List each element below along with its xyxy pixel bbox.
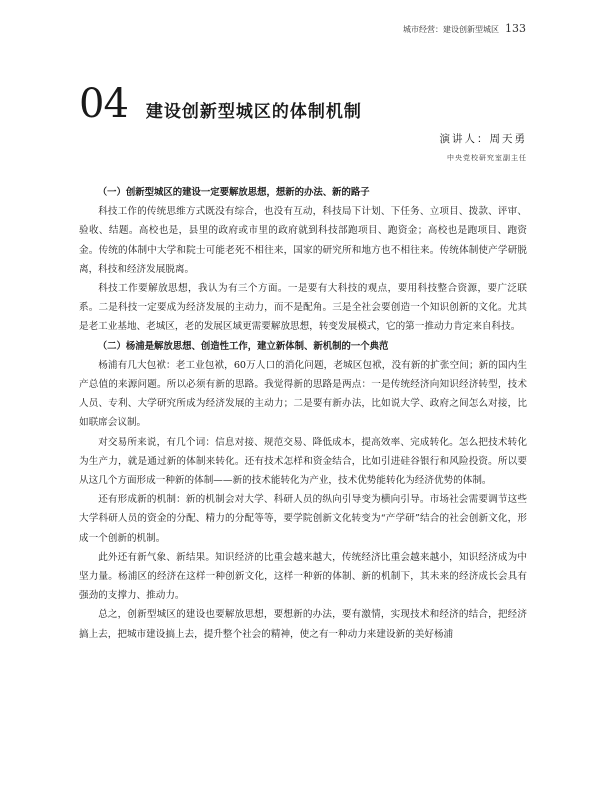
paragraph: 总之，创新型城区的建设也要解放思想，要想新的办法，要有激情，实现技术和经济的结合，把经济搞上去，把城市建设搞上去，提升整个社会的精神，使之有一种动力来建设新的美好杨浦 xyxy=(79,609,527,640)
paragraph: 科技工作要解放思想，我认为有三个方面。一是要有大科技的观点，要用科技整合资源，要广泛联系。二是科技一定要成为经济发展的主动力，而不是配角。三是全社会要创造一个知识创新的文化。尤其是老工业基地、老城区，老的发展区域更需要解放思想，转变发展模式，它的第一推动力肯定来自科技。 xyxy=(79,283,527,333)
chapter-title: 建设创新型城区的体制机制 xyxy=(145,102,362,122)
paragraph: 还有形成新的机制：新的机制会对大学、科研人员的纵向引导变为横向引导。市场社会需要调节这些大学科研人员的资金的分配、精力的分配等等，要学院创新文化转变为“产学研”结合的社会创新文化，形成一个创新的机制。 xyxy=(79,494,527,544)
paragraph: 科技工作的传统思维方式既没有综合，也没有互动，科技局下计划、下任务、立项目、拨款、评审、验收、结题。高校也是，县里的政府或市里的政府就到科技部跑项目、跑资金；高校也是跑项目、跑资金。传统的体制中大学和院士可能老死不相往来，国家的研究所和地方也不相往来。传统体制使产学研脱离，科技和经济发展脱离。 xyxy=(79,206,527,275)
article-body xyxy=(79,183,527,644)
paragraph: 此外还有新气象、新结果。知识经济的比重会越来越大，传统经济比重会越来越小，知识经济成为中坚力量。杨浦区的经济在这样一种创新文化，这样一种新的体制、新的机制下，其未来的经济成长会具有强劲的支撑力、推动力。 xyxy=(79,551,527,602)
chapter-heading xyxy=(79,81,362,127)
paragraph: 对交易所来说，有几个词：信息对接、规范交易、降低成本，提高效率、完成转化。怎么把技术转化为生产力，就是通过新的体制来转化。还有技术怎样和资金结合，比如引进硅谷银行和风险投资。所以要从这几个方面形成一种新的体制——新的技术能转化为产业，技术优势能转化为经济优势的体制。 xyxy=(79,436,527,487)
speaker-affiliation: 中央党校研究室副主任 xyxy=(447,154,527,162)
chapter-number: 04 xyxy=(79,81,128,127)
running-title: 城市经营：建设创新型城区 xyxy=(403,25,499,34)
section-heading-1: （一）创新型城区的建设一定要解放思想，想新的办法、新的路子 xyxy=(97,187,370,198)
section-heading-2: （二）杨浦是解放思想、创造性工作，建立新体制、新机制的一个典范 xyxy=(97,340,389,352)
speaker-line: 演讲人：周天勇 xyxy=(439,133,527,145)
running-header xyxy=(403,22,526,35)
page-number: 133 xyxy=(505,22,526,35)
paragraph: 杨浦有几大包袱：老工业包袱，60万人口的消化问题，老城区包袱，没有新的扩张空间；新的国内生产总值的来源问题。所以必须有新的思路。我觉得新的思路是两点：一是传统经济向知识经济转型，技术人员、专利、大学研究所成为经济发展的主动力；二是要有新办法，比如说大学、政府之间怎么对接，比如联席会议制。 xyxy=(79,359,527,429)
